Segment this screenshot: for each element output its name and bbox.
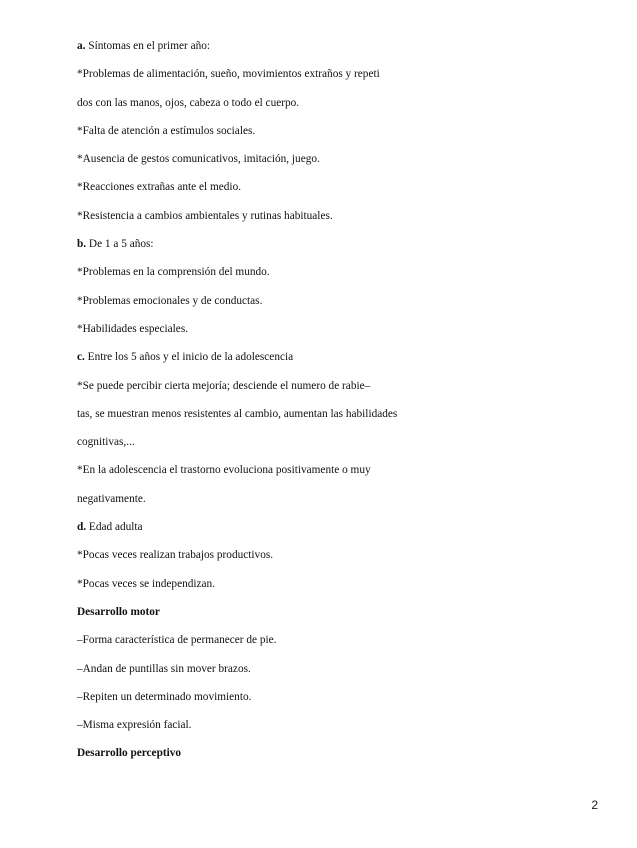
text-line: *En la adolescencia el trastorno evoluciona positivamente o muy <box>77 464 371 477</box>
text-line: *Problemas emocionales y de conductas. <box>77 294 263 307</box>
section-marker: d. <box>77 521 87 534</box>
section-title: Edad adulta <box>86 521 143 534</box>
text-line: –Andan de puntillas sin mover brazos. <box>77 662 251 675</box>
text-line: –Misma expresión facial. <box>77 719 192 732</box>
text-line: tas, se muestran menos resistentes al cambio, aumentan las habilidades <box>77 407 398 420</box>
text-line: *Habilidades especiales. <box>77 322 189 335</box>
text-line: *Problemas en la comprensión del mundo. <box>77 266 270 279</box>
section-marker: c. <box>77 351 85 364</box>
text-line: *Se puede percibir cierta mejoría; desciende el numero de rabie– <box>77 379 371 392</box>
text-line: *Ausencia de gestos comunicativos, imitación, juego. <box>77 153 320 166</box>
section-b-heading <box>77 237 577 251</box>
text-line: *Problemas de alimentación, sueño, movimientos extraños y repeti <box>77 68 380 81</box>
section-d-heading <box>77 520 577 534</box>
text-line: *Falta de atención a estímulos sociales. <box>77 124 256 137</box>
document-body <box>77 39 577 775</box>
section-title: Entre los 5 años y el inicio de la adolescencia <box>84 351 294 364</box>
text-line: *Reacciones extrañas ante el medio. <box>77 181 242 194</box>
text-line: *Pocas veces se independizan. <box>77 577 216 590</box>
section-title: Síntomas en el primer año: <box>85 40 211 52</box>
desarrollo-perceptivo-heading: Desarrollo perceptivo <box>77 747 182 760</box>
section-marker: a. <box>77 40 86 52</box>
section-title: De 1 a 5 años: <box>86 238 154 251</box>
section-c-heading <box>77 350 577 364</box>
text-line: dos con las manos, ojos, cabeza o todo el cuerpo. <box>77 96 300 109</box>
text-line: –Forma característica de permanecer de pie. <box>77 634 277 647</box>
section-marker: b. <box>77 238 87 251</box>
text-line: cognitivas,... <box>77 436 135 449</box>
desarrollo-motor-heading: Desarrollo motor <box>77 605 160 618</box>
text-line: negativamente. <box>77 492 146 505</box>
page-number: 2 <box>591 798 598 812</box>
text-line: –Repiten un determinado movimiento. <box>77 690 252 703</box>
text-line: *Resistencia a cambios ambientales y rutinas habituales. <box>77 209 333 222</box>
text-line: *Pocas veces realizan trabajos productivos. <box>77 549 274 562</box>
section-a-heading <box>77 39 577 53</box>
